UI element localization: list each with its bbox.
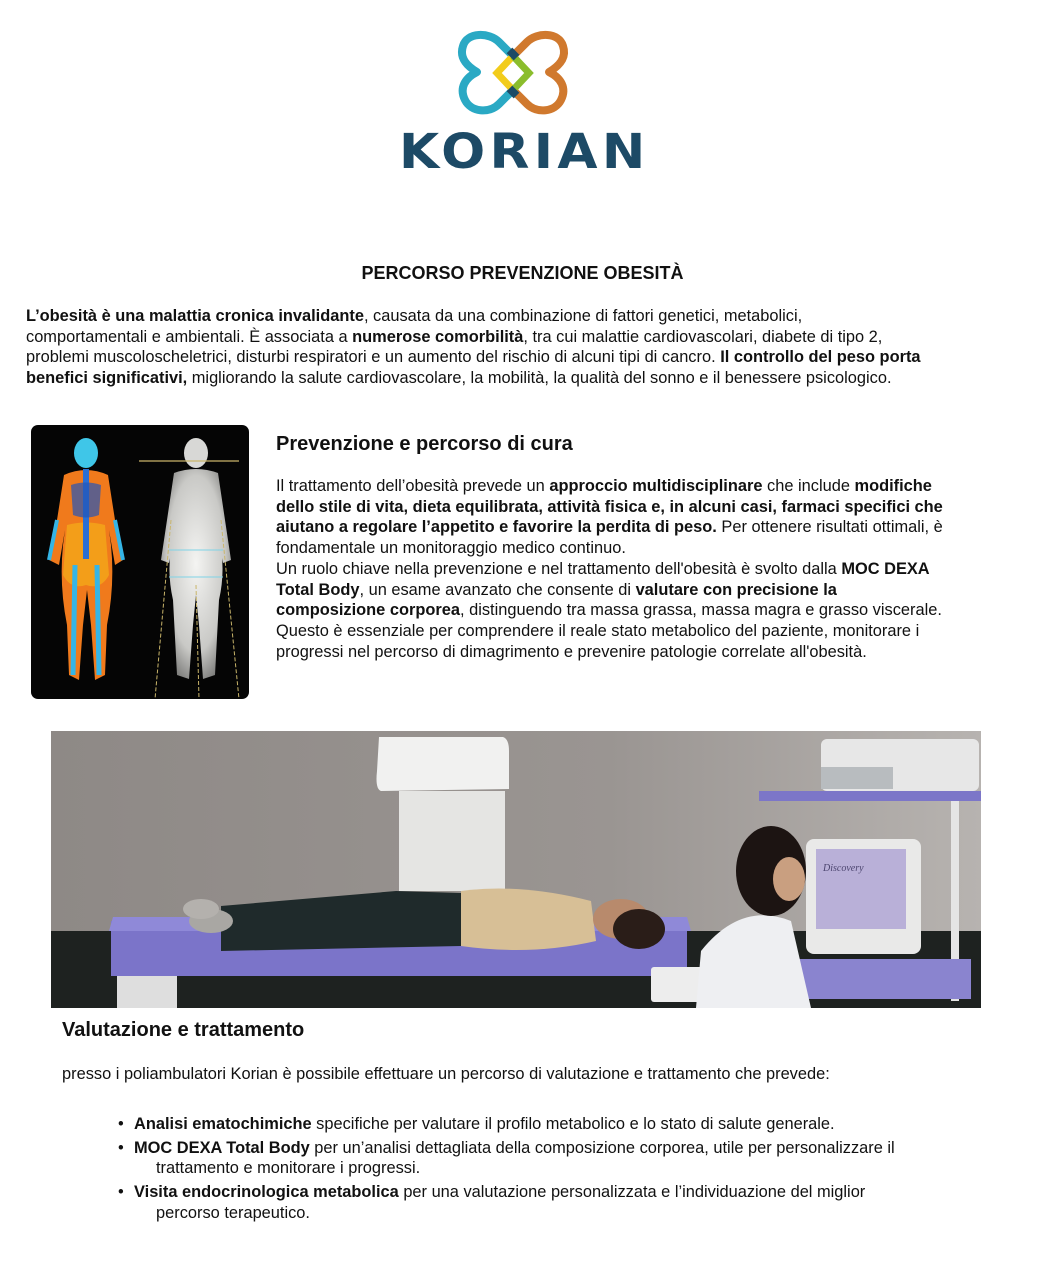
exam-room-illustration bbox=[51, 731, 981, 1008]
list-item bbox=[118, 1114, 998, 1135]
dexa-exam-photo bbox=[51, 731, 981, 1008]
item-text: per un’analisi dettagliata della composizione corporea, utile per personalizzare il bbox=[309, 1138, 895, 1157]
text: Questo è essenziale per comprendere il reale stato metabolico del paziente, monitorare i bbox=[276, 621, 920, 640]
item-text-continued: trattamento e monitorare i progressi. bbox=[156, 1159, 421, 1178]
intro-bold: L’obesità è una malattia cronica invalidante bbox=[26, 307, 364, 325]
text: , un esame avanzato che consente di bbox=[359, 580, 636, 599]
bold-text: Total Body bbox=[276, 580, 360, 599]
item-text-continued: percorso terapeutico. bbox=[156, 1203, 310, 1222]
bold-text: MOC DEXA bbox=[841, 559, 930, 578]
item-bold: Visita endocrinologica metabolica bbox=[134, 1183, 399, 1202]
list-item bbox=[118, 1182, 998, 1223]
text: Per ottenere risultati ottimali, è bbox=[716, 518, 943, 537]
text: fondamentale un monitoraggio medico continuo. bbox=[276, 539, 626, 558]
intro-paragraph bbox=[26, 306, 1026, 389]
bold-text: modifiche bbox=[854, 477, 932, 495]
bullet-icon: • bbox=[118, 1183, 124, 1202]
text: , distinguendo tra massa grassa, massa magra e grasso viscerale. bbox=[459, 601, 942, 620]
list-item bbox=[118, 1138, 998, 1179]
bold-text: composizione corporea bbox=[276, 601, 460, 620]
section-title-prevention: Prevenzione e percorso di cura bbox=[276, 433, 573, 455]
bold-text: dello stile di vita, dieta equilibrata, attività fisica e, in alcuni casi, farmaci specifici che bbox=[276, 497, 943, 516]
text: Il trattamento dell’obesità prevede un bbox=[276, 477, 550, 495]
bullet-icon: • bbox=[118, 1115, 124, 1133]
text: progressi nel percorso di dimagrimento e prevenire patologie correlate all'obesità. bbox=[276, 642, 867, 661]
monitor-text: Discovery bbox=[823, 863, 864, 874]
intro-text: migliorando la salute cardiovascolare, la mobilità, la qualità del sonno e il benessere psicologico. bbox=[187, 369, 892, 388]
logo-wordmark: KORIAN bbox=[399, 124, 650, 180]
evaluation-intro: presso i poliambulatori Korian è possibile effettuare un percorso di valutazione e trattamento che prevede: bbox=[62, 1065, 830, 1083]
item-bold: Analisi ematochimiche bbox=[134, 1115, 312, 1133]
bullet-icon: • bbox=[118, 1138, 124, 1157]
text: Un ruolo chiave nella prevenzione e nel trattamento dell'obesità è svolto dalla bbox=[276, 559, 842, 578]
prevention-paragraph bbox=[276, 476, 1016, 662]
dexa-scan-image bbox=[31, 425, 249, 699]
page-title: PERCORSO PREVENZIONE OBESITÀ bbox=[361, 263, 684, 283]
korian-logo bbox=[395, 28, 650, 180]
body-scan-illustration bbox=[31, 425, 249, 699]
item-text: per una valutazione personalizzata e l’individuazione del miglior bbox=[398, 1183, 866, 1202]
intro-text: comportamentali e ambientali. È associata a bbox=[26, 327, 353, 346]
item-text: specifiche per valutare il profilo metabolico e lo stato di salute generale. bbox=[311, 1115, 835, 1133]
bold-text: valutare con precisione la bbox=[635, 580, 837, 599]
intro-bold: benefici significativi, bbox=[26, 369, 188, 388]
butterfly-logo-icon bbox=[453, 30, 573, 120]
section-title-evaluation: Valutazione e trattamento bbox=[62, 1019, 305, 1041]
evaluation-list bbox=[118, 1114, 998, 1227]
intro-bold: Il controllo del peso porta bbox=[720, 348, 921, 367]
item-bold: MOC DEXA Total Body bbox=[134, 1138, 310, 1157]
text: che include bbox=[762, 477, 855, 495]
intro-text: , tra cui malattie cardiovascolari, diabete di tipo 2, bbox=[523, 327, 883, 346]
bold-text: approccio multidisciplinare bbox=[549, 477, 763, 495]
bold-text: aiutano a regolare l’appetito e favorire la perdita di peso. bbox=[276, 518, 717, 537]
intro-text: , causata da una combinazione di fattori genetici, metabolici, bbox=[363, 307, 803, 325]
intro-text: problemi muscoloscheletrici, disturbi respiratori e un aumento del rischio di alcuni tipi di cancro. bbox=[26, 348, 721, 367]
intro-bold: numerose comorbilità bbox=[352, 327, 524, 346]
